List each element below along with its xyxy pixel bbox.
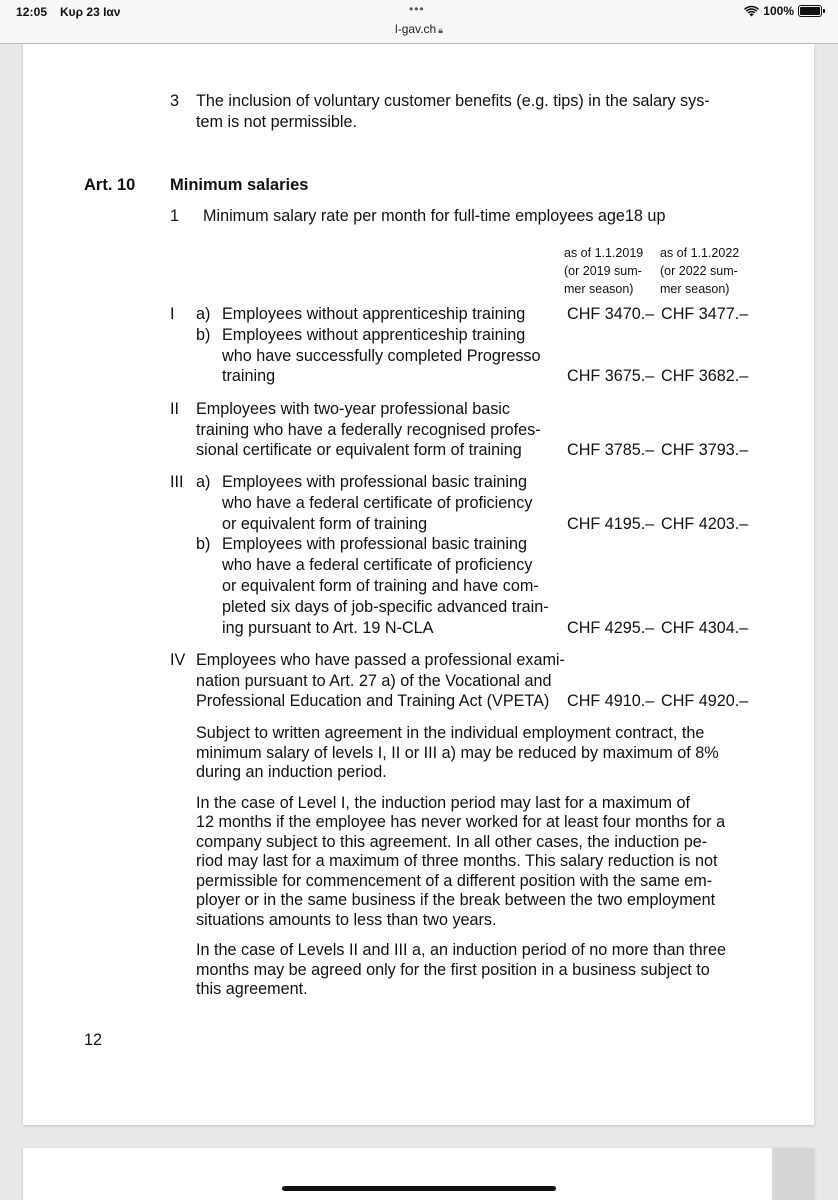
level-text: Employees with two-year professional basic [196, 400, 510, 418]
level-text: who have successfully completed Progresso [222, 347, 541, 365]
battery-percent: 100% [763, 4, 794, 18]
url-text: l-gav.ch [395, 22, 437, 36]
item-1-number: 1 [170, 207, 180, 225]
paragraph-line: 12 months if the employee has never worked for at least four months for a [196, 813, 726, 831]
paragraph-line: months may be agreed only for the first position in a business subject to [196, 961, 710, 979]
level-text: Employees with professional basic training [222, 473, 528, 491]
salary-2022: CHF 3793.– [661, 441, 749, 459]
next-page-preview [23, 1148, 814, 1200]
paragraph-line: this agreement. [196, 980, 308, 998]
col2-line-1: as of 1.1.2022 [660, 246, 740, 260]
salary-2019: CHF 4910.– [567, 692, 655, 710]
level-text: nation pursuant to Art. 27 a) of the Vocational and [196, 672, 552, 690]
sub-marker: b) [196, 535, 211, 553]
col1-line-2: (or 2019 sum- [564, 264, 642, 278]
paragraph-line: minimum salary of levels I, II or III a) may be reduced by maximum of 8% [196, 744, 719, 762]
level-text: or equivalent form of training and have com- [222, 577, 539, 595]
level-text: Employees without apprenticeship training [222, 305, 526, 323]
status-bar [0, 0, 838, 44]
salary-2022: CHF 4920.– [661, 692, 749, 710]
salary-2019: CHF 4195.– [567, 515, 655, 533]
lock-icon: 🔒︎ [438, 25, 443, 35]
level-label: I [170, 305, 175, 323]
level-text: pleted six days of job-specific advanced train- [222, 598, 549, 616]
paragraph-line: In the case of Level I, the induction period may last for a maximum of [196, 794, 690, 812]
salary-2019: CHF 3675.– [567, 367, 655, 385]
paragraph-line: during an induction period. [196, 763, 387, 781]
address-bar[interactable] [0, 22, 838, 36]
salary-2022: CHF 4304.– [661, 619, 749, 637]
sub-marker: a) [196, 305, 211, 323]
level-label: III [170, 473, 184, 491]
item-3-number: 3 [170, 92, 180, 110]
salary-2022: CHF 3477.– [661, 305, 749, 323]
level-text: training [222, 367, 276, 385]
status-right [744, 4, 822, 18]
paragraph-line: permissible for commencement of a different position with the same em- [196, 872, 713, 890]
item-3-line-1: The inclusion of voluntary customer benefits (e.g. tips) in the salary sys- [196, 92, 710, 110]
paragraph-line: Subject to written agreement in the individual employment contract, the [196, 724, 705, 742]
article-label: Art. 10 [84, 176, 136, 194]
col1-line-3: mer season) [564, 282, 634, 296]
home-indicator[interactable] [282, 1186, 556, 1191]
page-number: 12 [84, 1031, 103, 1049]
level-label: II [170, 400, 179, 418]
paragraph-line: In the case of Levels II and III a, an induction period of no more than three [196, 941, 727, 959]
level-text: sional certificate or equivalent form of training [196, 441, 522, 459]
salary-2019: CHF 3470.– [567, 305, 655, 323]
status-time: 12:05 [16, 5, 48, 19]
level-label: IV [170, 651, 186, 669]
col2-line-2: (or 2022 sum- [660, 264, 738, 278]
level-text: training who have a federally recognised profes- [196, 421, 541, 439]
item-1-text: Minimum salary rate per month for full-time employees age18 up [203, 207, 666, 225]
tab-menu-icon[interactable]: ••• [409, 2, 425, 16]
page-edge [772, 1148, 814, 1200]
paragraph-line: company subject to this agreement. In all other cases, the induction pe- [196, 833, 708, 851]
paragraph-line: situations amounts to less than two years. [196, 911, 497, 929]
paragraph-line: riod may last for a maximum of three months. This salary reduction is not [196, 852, 718, 870]
sub-marker: a) [196, 473, 211, 491]
col2-line-3: mer season) [660, 282, 730, 296]
salary-2022: CHF 3682.– [661, 367, 749, 385]
level-text: who have a federal certificate of proficiency [222, 494, 533, 512]
level-text: Employees who have passed a professional exami- [196, 651, 565, 669]
level-text: or equivalent form of training [222, 515, 428, 533]
level-text: ing pursuant to Art. 19 N-CLA [222, 619, 434, 637]
level-text: Employees without apprenticeship training [222, 326, 526, 344]
level-text: Employees with professional basic training [222, 535, 528, 553]
paragraph-line: ployer or in the same business if the break between the two employment [196, 891, 716, 909]
article-title: Minimum salaries [170, 176, 309, 194]
salary-2019: CHF 3785.– [567, 441, 655, 459]
item-3-line-2: tem is not permissible. [196, 113, 358, 131]
salary-2019: CHF 4295.– [567, 619, 655, 637]
salary-2022: CHF 4203.– [661, 515, 749, 533]
level-text: who have a federal certificate of proficiency [222, 556, 533, 574]
status-date: Κυρ 23 Ιαν [60, 5, 121, 19]
document-page [23, 44, 814, 1125]
wifi-icon [744, 5, 759, 17]
level-text: Professional Education and Training Act (VPETA) [196, 692, 550, 710]
col1-line-1: as of 1.1.2019 [564, 246, 644, 260]
battery-icon [798, 5, 822, 17]
sub-marker: b) [196, 326, 211, 344]
